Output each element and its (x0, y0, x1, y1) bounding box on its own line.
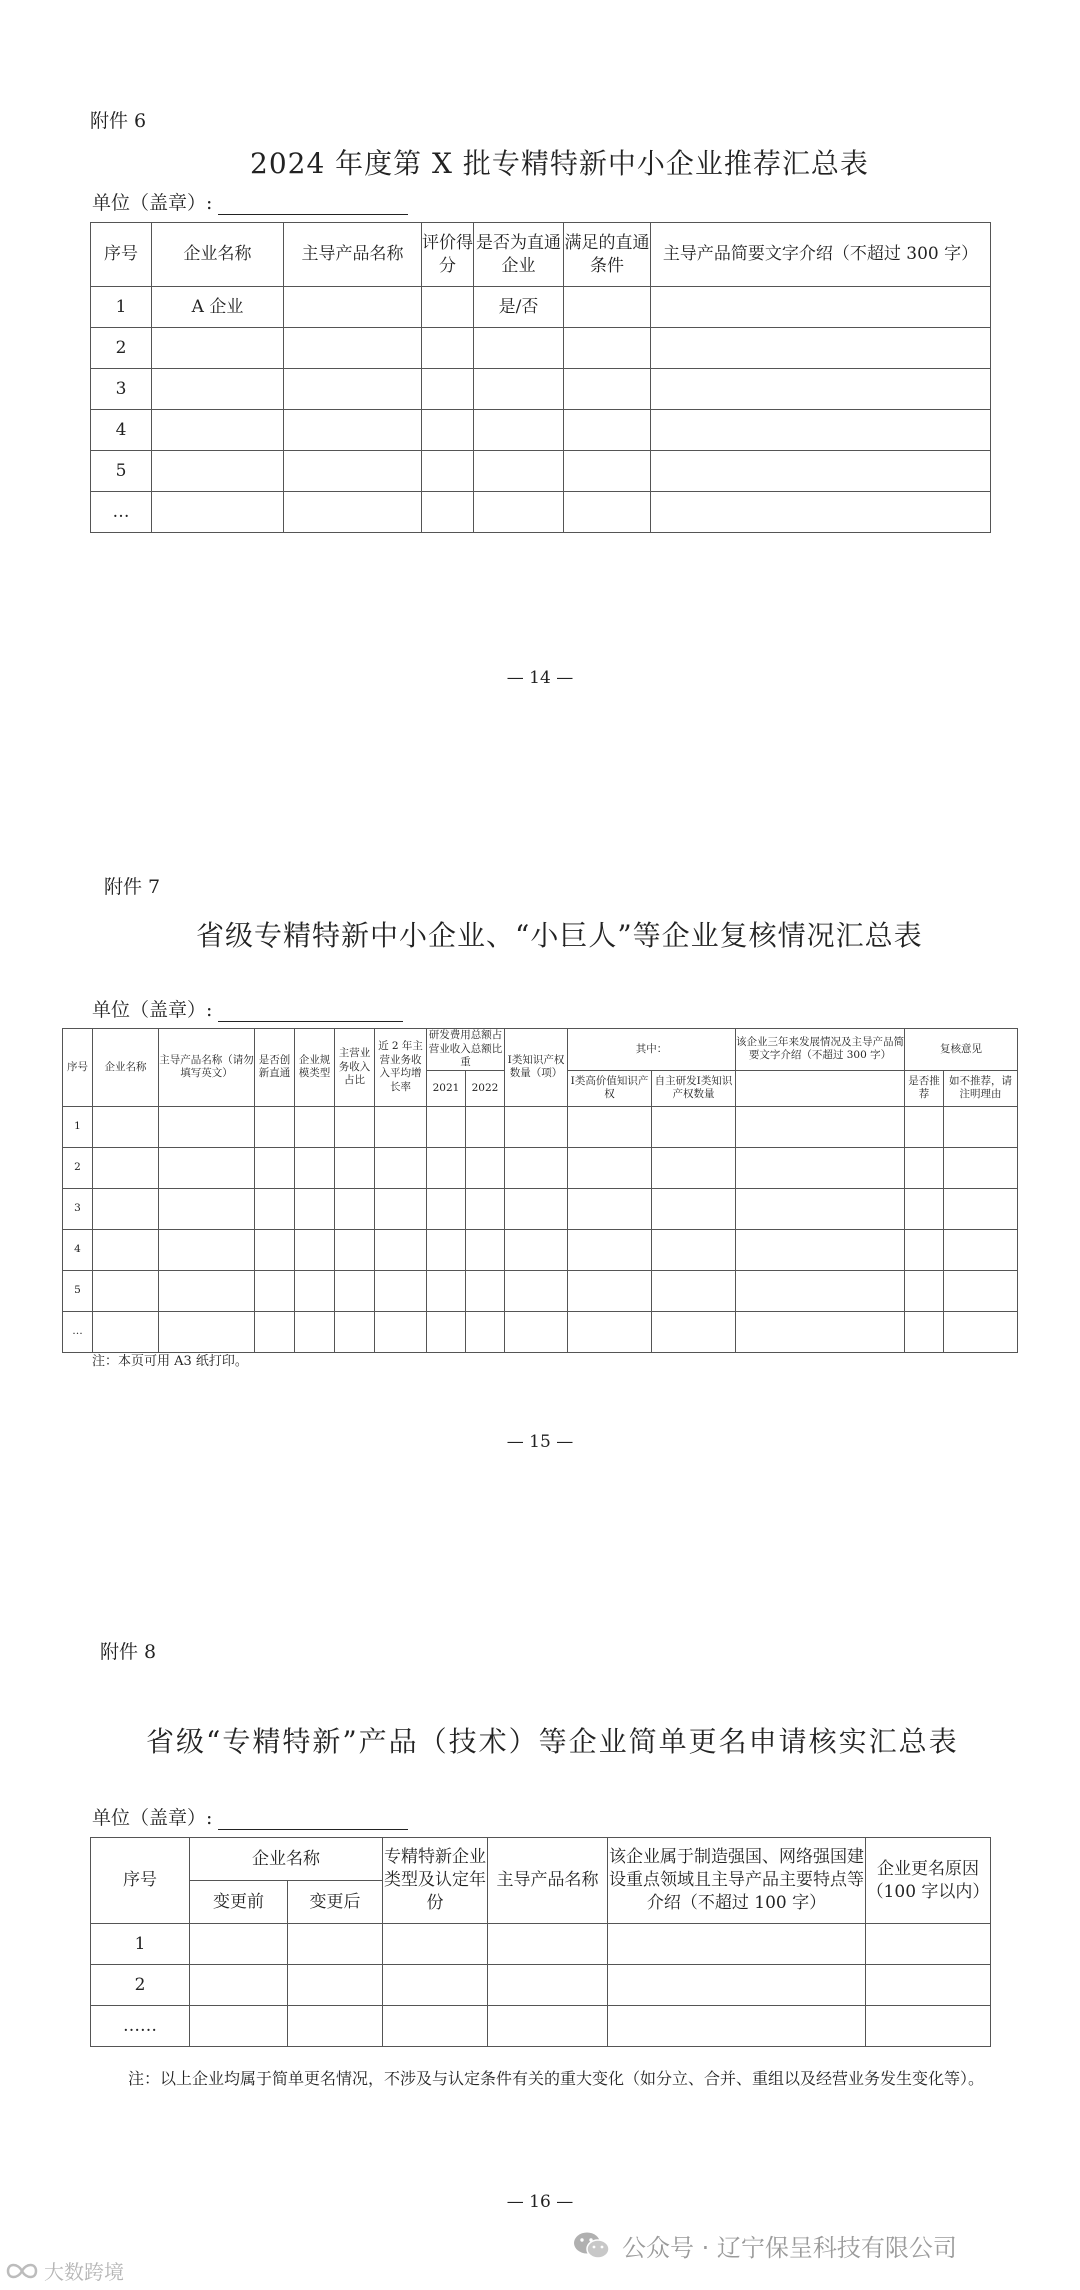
page-number-14: — 14 — (506, 668, 574, 688)
table-cell (608, 2006, 866, 2047)
table-cell (905, 1147, 944, 1188)
table-row (63, 1106, 1018, 1147)
wechat-account-name: 公众号 · 辽宁保呈科技有限公司 (622, 2234, 957, 2262)
table-cell (474, 328, 564, 369)
table-cell (652, 1311, 736, 1352)
table-cell: 1 (63, 1106, 93, 1147)
table-cell (736, 1106, 905, 1147)
table-cell (564, 369, 651, 410)
header-product: 主导产品名称（请勿填写英文） (159, 1029, 255, 1107)
table-row (63, 1270, 1018, 1311)
table-cell (568, 1147, 652, 1188)
table-cell (466, 1311, 505, 1352)
table-cell (505, 1311, 568, 1352)
table-cell (652, 1106, 736, 1147)
table-cell (190, 2006, 288, 2047)
attachment-8-label: 附件 8 (100, 1641, 157, 1663)
table-cell (651, 328, 991, 369)
table-header-row (91, 223, 991, 287)
table-cell (422, 369, 474, 410)
table-cell (736, 1270, 905, 1311)
table-cell (564, 328, 651, 369)
table-cell (190, 1924, 288, 1965)
table-cell (93, 1270, 159, 1311)
table-row (63, 1229, 1018, 1270)
table-cell (944, 1311, 1018, 1352)
table-cell (466, 1270, 505, 1311)
table-cell (944, 1106, 1018, 1147)
attachment-7-label: 附件 7 (104, 876, 161, 898)
table-cell (255, 1229, 295, 1270)
table-cell (284, 410, 422, 451)
header-intro: 该企业属于制造强国、网络强国建设重点领域且主导产品主要特点等介绍（不超过 100 字） (608, 1838, 866, 1924)
table-row (91, 451, 991, 492)
table-cell (944, 1229, 1018, 1270)
table-header-row (91, 1838, 991, 1881)
table-cell (159, 1229, 255, 1270)
table-cell (905, 1188, 944, 1229)
table-cell (93, 1147, 159, 1188)
table-cell (295, 1229, 335, 1270)
header-seq: 序号 (63, 1029, 93, 1107)
unit-seal-line (218, 213, 408, 215)
table-cell (422, 287, 474, 328)
table-cell (488, 1924, 608, 1965)
table-cell (295, 1270, 335, 1311)
header-company-name: 企业名称 (190, 1838, 383, 1881)
table-cell (159, 1270, 255, 1311)
table-cell (335, 1311, 375, 1352)
table-cell (375, 1229, 427, 1270)
table-cell (866, 1924, 991, 1965)
unit-seal-line (218, 1828, 408, 1830)
table-cell (284, 328, 422, 369)
table-cell: … (91, 492, 152, 533)
table-cell (255, 1311, 295, 1352)
table-cell (93, 1188, 159, 1229)
table-cell: 2 (91, 1965, 190, 2006)
table-cell (159, 1106, 255, 1147)
table-cell (736, 1147, 905, 1188)
table-cell (488, 2006, 608, 2047)
table-cell (335, 1147, 375, 1188)
table-cell (944, 1147, 1018, 1188)
table-cell (255, 1147, 295, 1188)
table-cell (159, 1188, 255, 1229)
table-cell (383, 1924, 488, 1965)
header-product-intro: 主导产品简要文字介绍（不超过 300 字） (651, 223, 991, 287)
table-row (91, 410, 991, 451)
unit-seal-label: 单位（盖章）: (92, 999, 213, 1021)
header-ip-high-value: Ⅰ类高价值知识产权 (568, 1070, 652, 1106)
table-cell (375, 1106, 427, 1147)
table-cell (152, 492, 284, 533)
header-rename-reason: 企业更名原因（100 字以内） (866, 1838, 991, 1924)
table-cell (427, 1147, 466, 1188)
table-cell (295, 1188, 335, 1229)
table-cell (255, 1270, 295, 1311)
table-cell (652, 1270, 736, 1311)
review-table (62, 1028, 1018, 1353)
table-cell (564, 492, 651, 533)
header-review: 复核意见 (905, 1029, 1018, 1071)
header-among: 其中： (568, 1029, 736, 1071)
table-cell (295, 1106, 335, 1147)
table-cell (284, 492, 422, 533)
table-cell (652, 1229, 736, 1270)
table-cell (608, 1924, 866, 1965)
table-cell (505, 1229, 568, 1270)
table-header-row (63, 1029, 1018, 1071)
table-cell (93, 1106, 159, 1147)
wechat-icon (572, 2230, 612, 2262)
table-cell (564, 410, 651, 451)
table-cell: 5 (63, 1270, 93, 1311)
table-cell (288, 2006, 383, 2047)
table-cell (651, 492, 991, 533)
table-cell (568, 1270, 652, 1311)
table-cell (422, 410, 474, 451)
header-company: 企业名称 (93, 1029, 159, 1107)
table-cell (383, 1965, 488, 2006)
table-cell (568, 1106, 652, 1147)
header-development: 该企业三年来发展情况及主导产品简要文字介绍（不超过 300 字） (736, 1029, 905, 1071)
table-row (91, 1924, 991, 1965)
header-direct-conditions: 满足的直通条件 (564, 223, 651, 287)
table-cell (190, 1965, 288, 2006)
table-cell: 4 (63, 1229, 93, 1270)
table-cell (474, 492, 564, 533)
table-row (63, 1188, 1018, 1229)
table-cell: … (63, 1311, 93, 1352)
table-cell (568, 1311, 652, 1352)
header-ip-own: 自主研发Ⅰ类知识产权数量 (652, 1070, 736, 1106)
table-cell (564, 451, 651, 492)
table-cell (474, 451, 564, 492)
table-cell (152, 410, 284, 451)
table-cell (944, 1188, 1018, 1229)
attachment-6-label: 附件 6 (90, 110, 147, 132)
table-cell (335, 1106, 375, 1147)
header-after: 变更后 (288, 1881, 383, 1924)
table-cell (652, 1188, 736, 1229)
table-cell: …… (91, 2006, 190, 2047)
header-year-2021: 2021 (427, 1070, 466, 1106)
page-number-16: — 16 — (506, 2192, 574, 2212)
table-cell (427, 1106, 466, 1147)
unit-seal-label: 单位（盖章）: (92, 192, 213, 214)
table-row (91, 328, 991, 369)
header-growth: 近 2 年主营业务收入平均增长率 (375, 1029, 427, 1107)
table-cell: 1 (91, 1924, 190, 1965)
header-type-year: 专精特新企业类型及认定年份 (383, 1838, 488, 1924)
table-cell (159, 1147, 255, 1188)
table-cell (255, 1106, 295, 1147)
unit-seal-field-6 (92, 188, 408, 215)
table-cell (736, 1229, 905, 1270)
table-cell (152, 369, 284, 410)
header-main-ratio: 主营业务收入占比 (335, 1029, 375, 1107)
unit-seal-field-7 (92, 995, 403, 1022)
table-cell (375, 1270, 427, 1311)
header-before: 变更前 (190, 1881, 288, 1924)
table-cell (427, 1270, 466, 1311)
rename-verification-table (90, 1837, 991, 2047)
table-cell (288, 1965, 383, 2006)
table-cell: 2 (91, 328, 152, 369)
table-row (63, 1311, 1018, 1352)
table-cell (488, 1965, 608, 2006)
table-cell (905, 1229, 944, 1270)
table-cell (284, 287, 422, 328)
header-company: 企业名称 (152, 223, 284, 287)
attachment-8-title: 省级“专精特新”产品（技术）等企业简单更名申请核实汇总表 (146, 1725, 959, 1758)
a3-print-note: 注：本页可用 A3 纸打印。 (92, 1354, 248, 1369)
recommendation-table (90, 222, 991, 533)
simple-rename-note: 注：以上企业均属于简单更名情况，不涉及与认定条件有关的重大变化（如分立、合并、重组以及经营业务发生变化等）。 (128, 2069, 985, 2088)
table-cell (427, 1229, 466, 1270)
table-cell (288, 1924, 383, 1965)
table-cell (284, 369, 422, 410)
table-cell (651, 410, 991, 451)
table-row (91, 287, 991, 328)
table-cell (652, 1147, 736, 1188)
brand-logo-icon (4, 2258, 40, 2284)
unit-seal-field-8 (92, 1803, 408, 1830)
brand-watermark-text: 大数跨境 (44, 2260, 124, 2284)
unit-seal-label: 单位（盖章）: (92, 1807, 213, 1829)
table-cell (905, 1270, 944, 1311)
table-cell (608, 1965, 866, 2006)
table-cell (866, 2006, 991, 2047)
header-seq: 序号 (91, 223, 152, 287)
header-score: 评价得分 (422, 223, 474, 287)
table-cell (905, 1311, 944, 1352)
table-cell (505, 1147, 568, 1188)
table-cell (93, 1229, 159, 1270)
table-cell (335, 1188, 375, 1229)
unit-seal-line (218, 1020, 403, 1022)
header-ip-count: Ⅰ类知识产权数量（项） (505, 1029, 568, 1107)
header-product: 主导产品名称 (284, 223, 422, 287)
header-recommend: 是否推荐 (905, 1070, 944, 1106)
table-cell: 1 (91, 287, 152, 328)
table-cell (505, 1188, 568, 1229)
table-cell (383, 2006, 488, 2047)
table-cell (564, 287, 651, 328)
table-cell (422, 492, 474, 533)
table-cell (152, 451, 284, 492)
table-cell (466, 1147, 505, 1188)
table-cell: A 企业 (152, 287, 284, 328)
table-cell (427, 1188, 466, 1229)
table-cell: 2 (63, 1147, 93, 1188)
table-cell (866, 1965, 991, 2006)
table-cell (651, 451, 991, 492)
table-cell: 5 (91, 451, 152, 492)
table-cell (466, 1106, 505, 1147)
table-cell (422, 451, 474, 492)
brand-watermark (4, 2256, 124, 2285)
page-number-15: — 15 — (506, 1432, 574, 1452)
table-cell (736, 1311, 905, 1352)
table-cell: 3 (63, 1188, 93, 1229)
table-cell (736, 1188, 905, 1229)
header-seq: 序号 (91, 1838, 190, 1924)
table-cell (427, 1311, 466, 1352)
table-row (63, 1147, 1018, 1188)
attachment-7-title: 省级专精特新中小企业、“小巨人”等企业复核情况汇总表 (196, 919, 923, 952)
table-cell (375, 1188, 427, 1229)
header-rd-ratio: 研发费用总额占营业收入总额比重 (427, 1029, 505, 1071)
table-row (91, 2006, 991, 2047)
table-row (91, 492, 991, 533)
table-cell (152, 328, 284, 369)
table-cell (505, 1270, 568, 1311)
header-product: 主导产品名称 (488, 1838, 608, 1924)
table-cell (422, 328, 474, 369)
attachment-6-title: 2024 年度第 X 批专精特新中小企业推荐汇总表 (250, 147, 869, 180)
table-cell (295, 1147, 335, 1188)
table-cell (375, 1311, 427, 1352)
header-development-blank (736, 1070, 905, 1106)
table-cell: 是/否 (474, 287, 564, 328)
table-cell (568, 1188, 652, 1229)
header-innovation-direct: 是否创新直通 (255, 1029, 295, 1107)
table-cell (944, 1270, 1018, 1311)
table-cell (474, 369, 564, 410)
wechat-account-watermark (572, 2228, 957, 2263)
table-cell (335, 1229, 375, 1270)
table-cell (159, 1311, 255, 1352)
table-cell (284, 451, 422, 492)
table-cell (93, 1311, 159, 1352)
table-cell (568, 1229, 652, 1270)
table-cell (255, 1188, 295, 1229)
table-cell (505, 1106, 568, 1147)
table-cell (905, 1106, 944, 1147)
table-cell: 4 (91, 410, 152, 451)
table-cell (375, 1147, 427, 1188)
table-cell (651, 369, 991, 410)
table-row (91, 369, 991, 410)
header-year-2022: 2022 (466, 1070, 505, 1106)
table-row (91, 1965, 991, 2006)
table-cell (335, 1270, 375, 1311)
header-reason: 如不推荐，请注明理由 (944, 1070, 1018, 1106)
table-cell (466, 1229, 505, 1270)
table-cell (651, 287, 991, 328)
table-cell (466, 1188, 505, 1229)
header-direct: 是否为直通企业 (474, 223, 564, 287)
header-scale-type: 企业规模类型 (295, 1029, 335, 1107)
table-cell: 3 (91, 369, 152, 410)
table-cell (474, 410, 564, 451)
table-cell (295, 1311, 335, 1352)
